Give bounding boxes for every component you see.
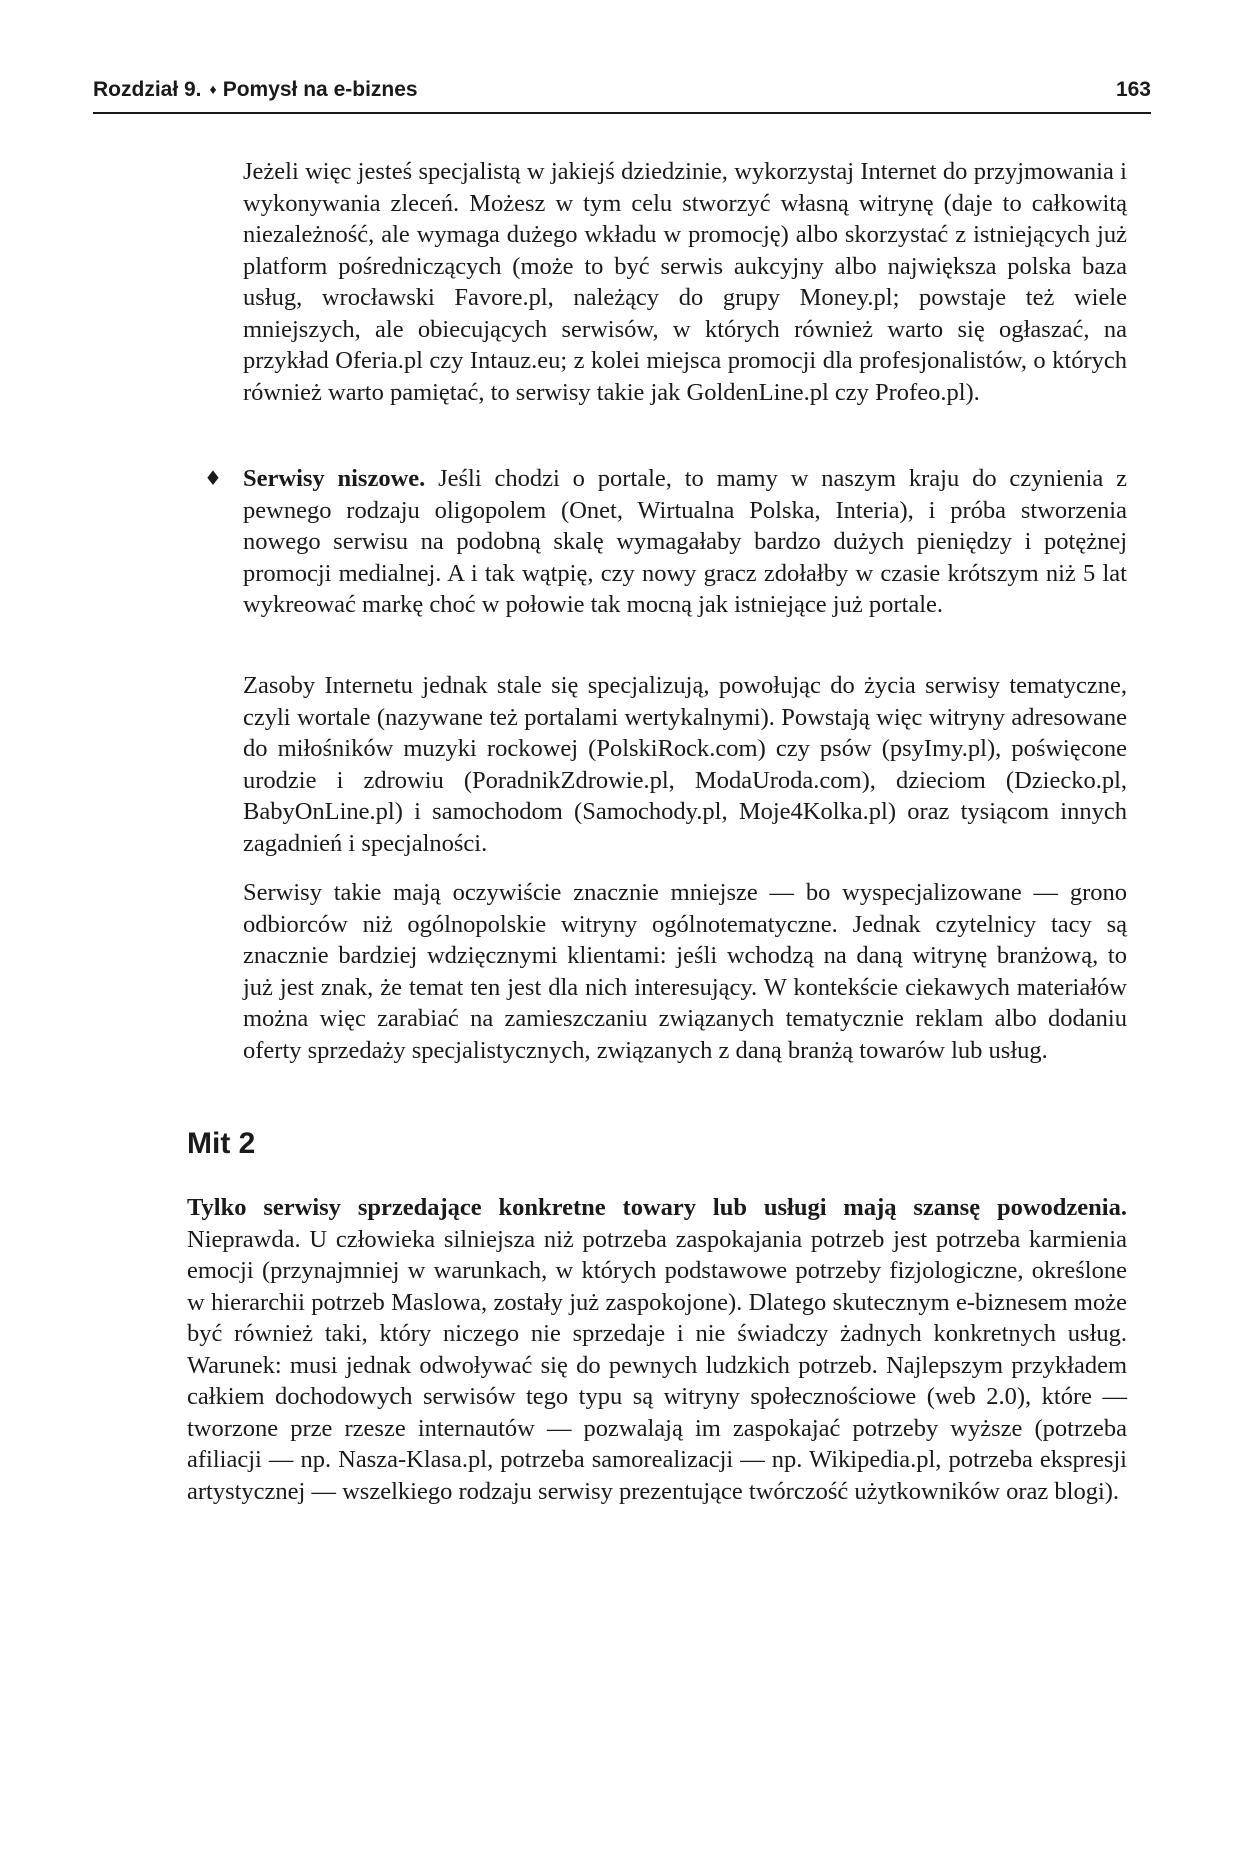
running-header [93, 76, 1151, 114]
paragraph-vortals: Zasoby Internetu jednak stale się specjalizują, powołując do życia serwisy tematyczne, czyli wortale (nazywane też portalami wertykalnymi). Powstają więc witryny adresowane do miłośników muzyki rockowej (PolskiRock.com) czy psów (psyImy.pl), poświęcone urodzie i zdrowiu (PoradnikZdrowie.pl, ModaUroda.com), dzieciom (Dziecko.pl, BabyOnLine.pl) i samochodom (Samochody.pl, Moje4Kolka.pl) oraz tysiącom innych zagadnień i specjalności. [243, 672, 1127, 857]
bullet-niche-services [204, 463, 1127, 621]
myth-lead: Tylko serwisy sprzedające konkretne towary lub usługi mają szansę powodzenia. [187, 1194, 1127, 1221]
myth-body: Nieprawda. U człowieka silniejsza niż potrzeba zaspokajania potrzeb jest potrzeba karmienia emocji (przynajmniej w warunkach, w których podstawowe potrzeby fizjologiczne, określone w hierarchii potrzeb Maslowa, zostały już zaspokojone). Dlatego skutecznym e-biznesem może być również taki, który niczego nie sprzedaje i nie świadczy żadnych konkretnych usług. Warunek: musi jednak odwoływać się do pewnych ludzkich potrzeb. Najlepszym przykładem całkiem dochodowych serwisów tego typu są witryny społecznościowe (web 2.0), które — tworzone prze rzesze internautów — pozwalają im zaspokajać potrzeby wyższe (potrzeba afiliacji — np. Nasza-Klasa.pl, potrzeba samorealizacji — np. Wikipedia.pl, potrzeba ekspresji artystycznej — wszelkiego rodzaju serwisy prezentujące twórczość użytkowników oraz blogi). [187, 1225, 1127, 1505]
page-number: 163 [1115, 78, 1151, 101]
bullet-text [243, 463, 1127, 621]
chapter-number: Rozdział 9. [93, 78, 202, 101]
bullet-body: Jeśli chodzi o portale, to mamy w naszym kraju do czynienia z pewnego rodzaju oligopolem (Onet, Wirtualna Polska, Interia), i próba stworzenia nowego serwisu na podobną skalę wymagałaby bardzo dużych pieniędzy i potężnej promocji medialnej. A i tak wątpię, czy nowy gracz zdołałby w czasie krótszym niż 5 lat wykreować markę choć w połowie tak mocną jak istniejące już portale. [243, 465, 1127, 618]
chapter-title: Pomysł na e-biznes [222, 78, 418, 101]
paragraph-niche-audience: Serwisy takie mają oczywiście znacznie mniejsze — bo wyspecjalizowane — grono odbiorców niż ogólnopolskie witryny ogólnotematyczne. Jednak czytelnicy tacy są znacznie bardziej wdzięcznymi klientami: jeśli wchodzą na daną witrynę branżową, to już jest znak, że temat ten jest dla nich interesujący. W kontekście ciekawych materiałów można więc zarabiać na zamieszczaniu związanych tematycznie reklam albo dodaniu oferty sprzedaży specjalistycznych, związanych z daną branżą towarów lub usług. [243, 879, 1127, 1064]
diamond-bullet-icon: ♦ [204, 466, 222, 490]
chapter-label [93, 78, 418, 102]
section-heading-myth-2: Mit 2 [187, 1127, 256, 1160]
diamond-separator-icon: ♦ [209, 81, 217, 97]
paragraph-myth-2 [187, 1192, 1127, 1507]
paragraph-specialist-services: Jeżeli więc jesteś specjalistą w jakiejś dziedzinie, wykorzystaj Internet do przyjmowania i wykonywania zleceń. Możesz w tym celu stworzyć własną witrynę (daje to całkowitą niezależność, ale wymaga dużego wkładu w promocję) albo skorzystać z istniejących już platform pośredniczących (może to być serwis aukcyjny albo największa polska baza usług, wrocławski Favore.pl, należący do grupy Money.pl; powstaje też wiele mniejszych, ale obiecujących serwisów, w których również warto się ogłaszać, na przykład Oferia.pl czy Intauz.eu; z kolei miejsca promocji dla profesjonalistów, o których również warto pamiętać, to serwisy takie jak GoldenLine.pl czy Profeo.pl). [243, 158, 1127, 406]
bullet-lead: Serwisy niszowe. [243, 465, 426, 492]
